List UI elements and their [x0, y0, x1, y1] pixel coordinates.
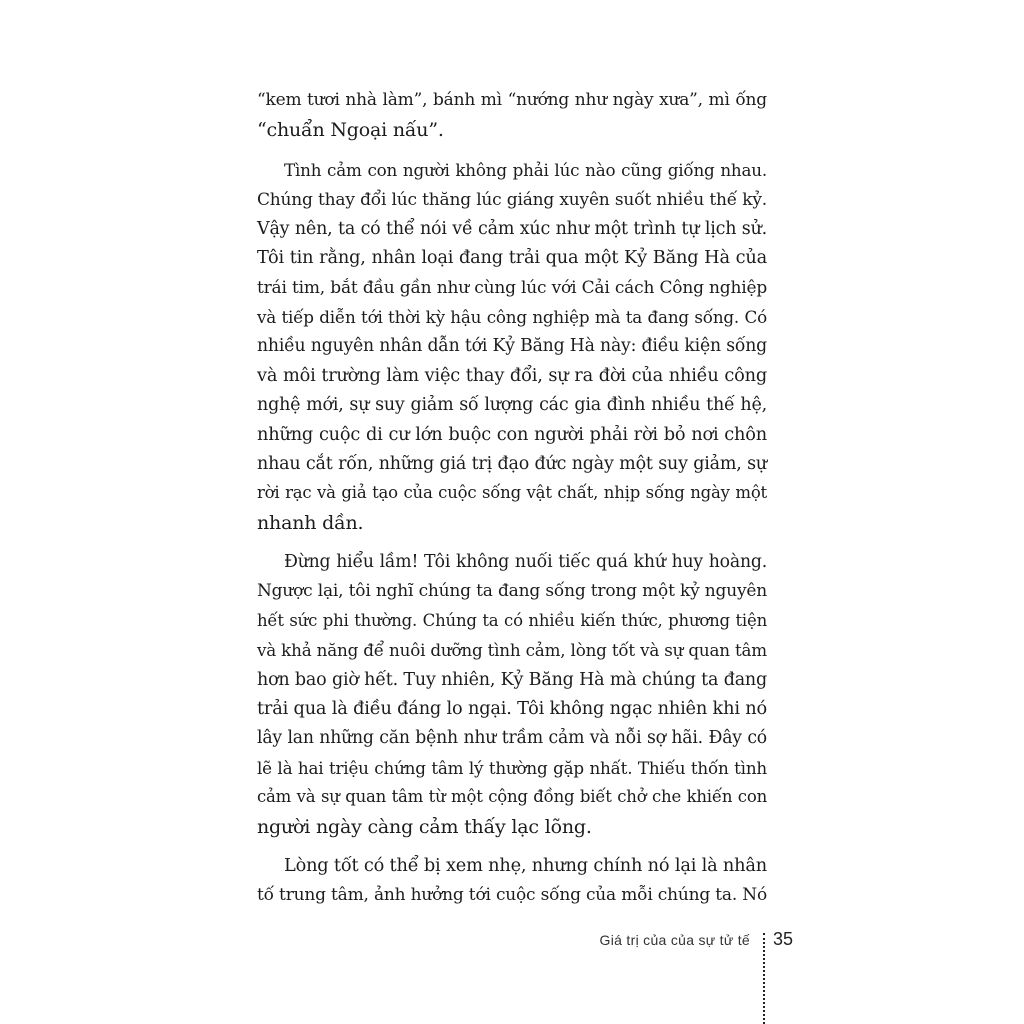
text-line: lẽ là hai triệu chứng tâm lý thường gặp nhất. Thiếu thốn tình: [257, 758, 767, 778]
text-line: nhanh dần.: [257, 512, 364, 534]
text-line: người ngày càng cảm thấy lạc lõng.: [257, 816, 592, 838]
text-line: lây lan những căn bệnh như trầm cảm và nỗi sợ hãi. Đây có: [257, 728, 767, 748]
text-line: “kem tươi nhà làm”, bánh mì “nướng như ngày xưa”, mì ống: [257, 90, 767, 110]
dotted-divider: [763, 933, 765, 1024]
page-footer: [540, 929, 800, 957]
text-line: cảm và sự quan tâm từ một cộng đồng biết chở che khiến con: [257, 787, 767, 806]
text-line: và tiếp diễn tới thời kỳ hậu công nghiệp mà ta đang sống. Có: [257, 307, 767, 327]
text-line: Tình cảm con người không phải lúc nào cũng giống nhau.: [284, 160, 767, 180]
text-line: “chuẩn Ngoại nấu”.: [257, 119, 444, 141]
text-line: rời rạc và giả tạo của cuộc sống vật chất, nhịp sống ngày một: [257, 483, 767, 502]
page-number: 35: [773, 929, 794, 949]
text-line: và môi trường làm việc thay đổi, sự ra đời của nhiều công: [257, 366, 767, 386]
text-line: trái tim, bắt đầu gần như cùng lúc với Cải cách Công nghiệp: [257, 278, 767, 298]
text-line: nhau cắt rốn, những giá trị đạo đức ngày một suy giảm, sự: [257, 454, 767, 474]
text-line: trải qua là điều đáng lo ngại. Tôi không ngạc nhiên khi nó: [257, 699, 767, 719]
text-line: nhiều nguyên nhân dẫn tới Kỷ Băng Hà này: điều kiện sống: [257, 336, 767, 356]
text-line: và khả năng để nuôi dưỡng tình cảm, lòng tốt và sự quan tâm: [257, 640, 767, 660]
text-line: Chúng thay đổi lúc thăng lúc giáng xuyên suốt nhiều thế kỷ.: [257, 190, 767, 210]
text-line: Tôi tin rằng, nhân loại đang trải qua một Kỷ Băng Hà của: [257, 248, 767, 268]
text-line: Ngược lại, tôi nghĩ chúng ta đang sống trong một kỷ nguyên: [257, 581, 767, 601]
text-line: hết sức phi thường. Chúng ta có nhiều kiến thức, phương tiện: [257, 611, 767, 630]
text-line: hơn bao giờ hết. Tuy nhiên, Kỷ Băng Hà mà chúng ta đang: [257, 670, 767, 690]
text-line: Vậy nên, ta có thể nói về cảm xúc như một trình tự lịch sử.: [257, 219, 767, 239]
text-line: Lòng tốt có thể bị xem nhẹ, nhưng chính nó lại là nhân: [284, 856, 768, 876]
text-line: tố trung tâm, ảnh hưởng tới cuộc sống của mỗi chúng ta. Nó: [257, 885, 767, 905]
text-line: những cuộc di cư lớn buộc con người phải rời bỏ nơi chôn: [257, 425, 767, 445]
text-line: nghệ mới, sự suy giảm số lượng các gia đình nhiều thế hệ,: [257, 395, 767, 415]
running-head: Giá trị của của sự tử tế: [599, 932, 750, 948]
text-line: Đừng hiểu lầm! Tôi không nuối tiếc quá khứ huy hoàng.: [284, 552, 767, 572]
